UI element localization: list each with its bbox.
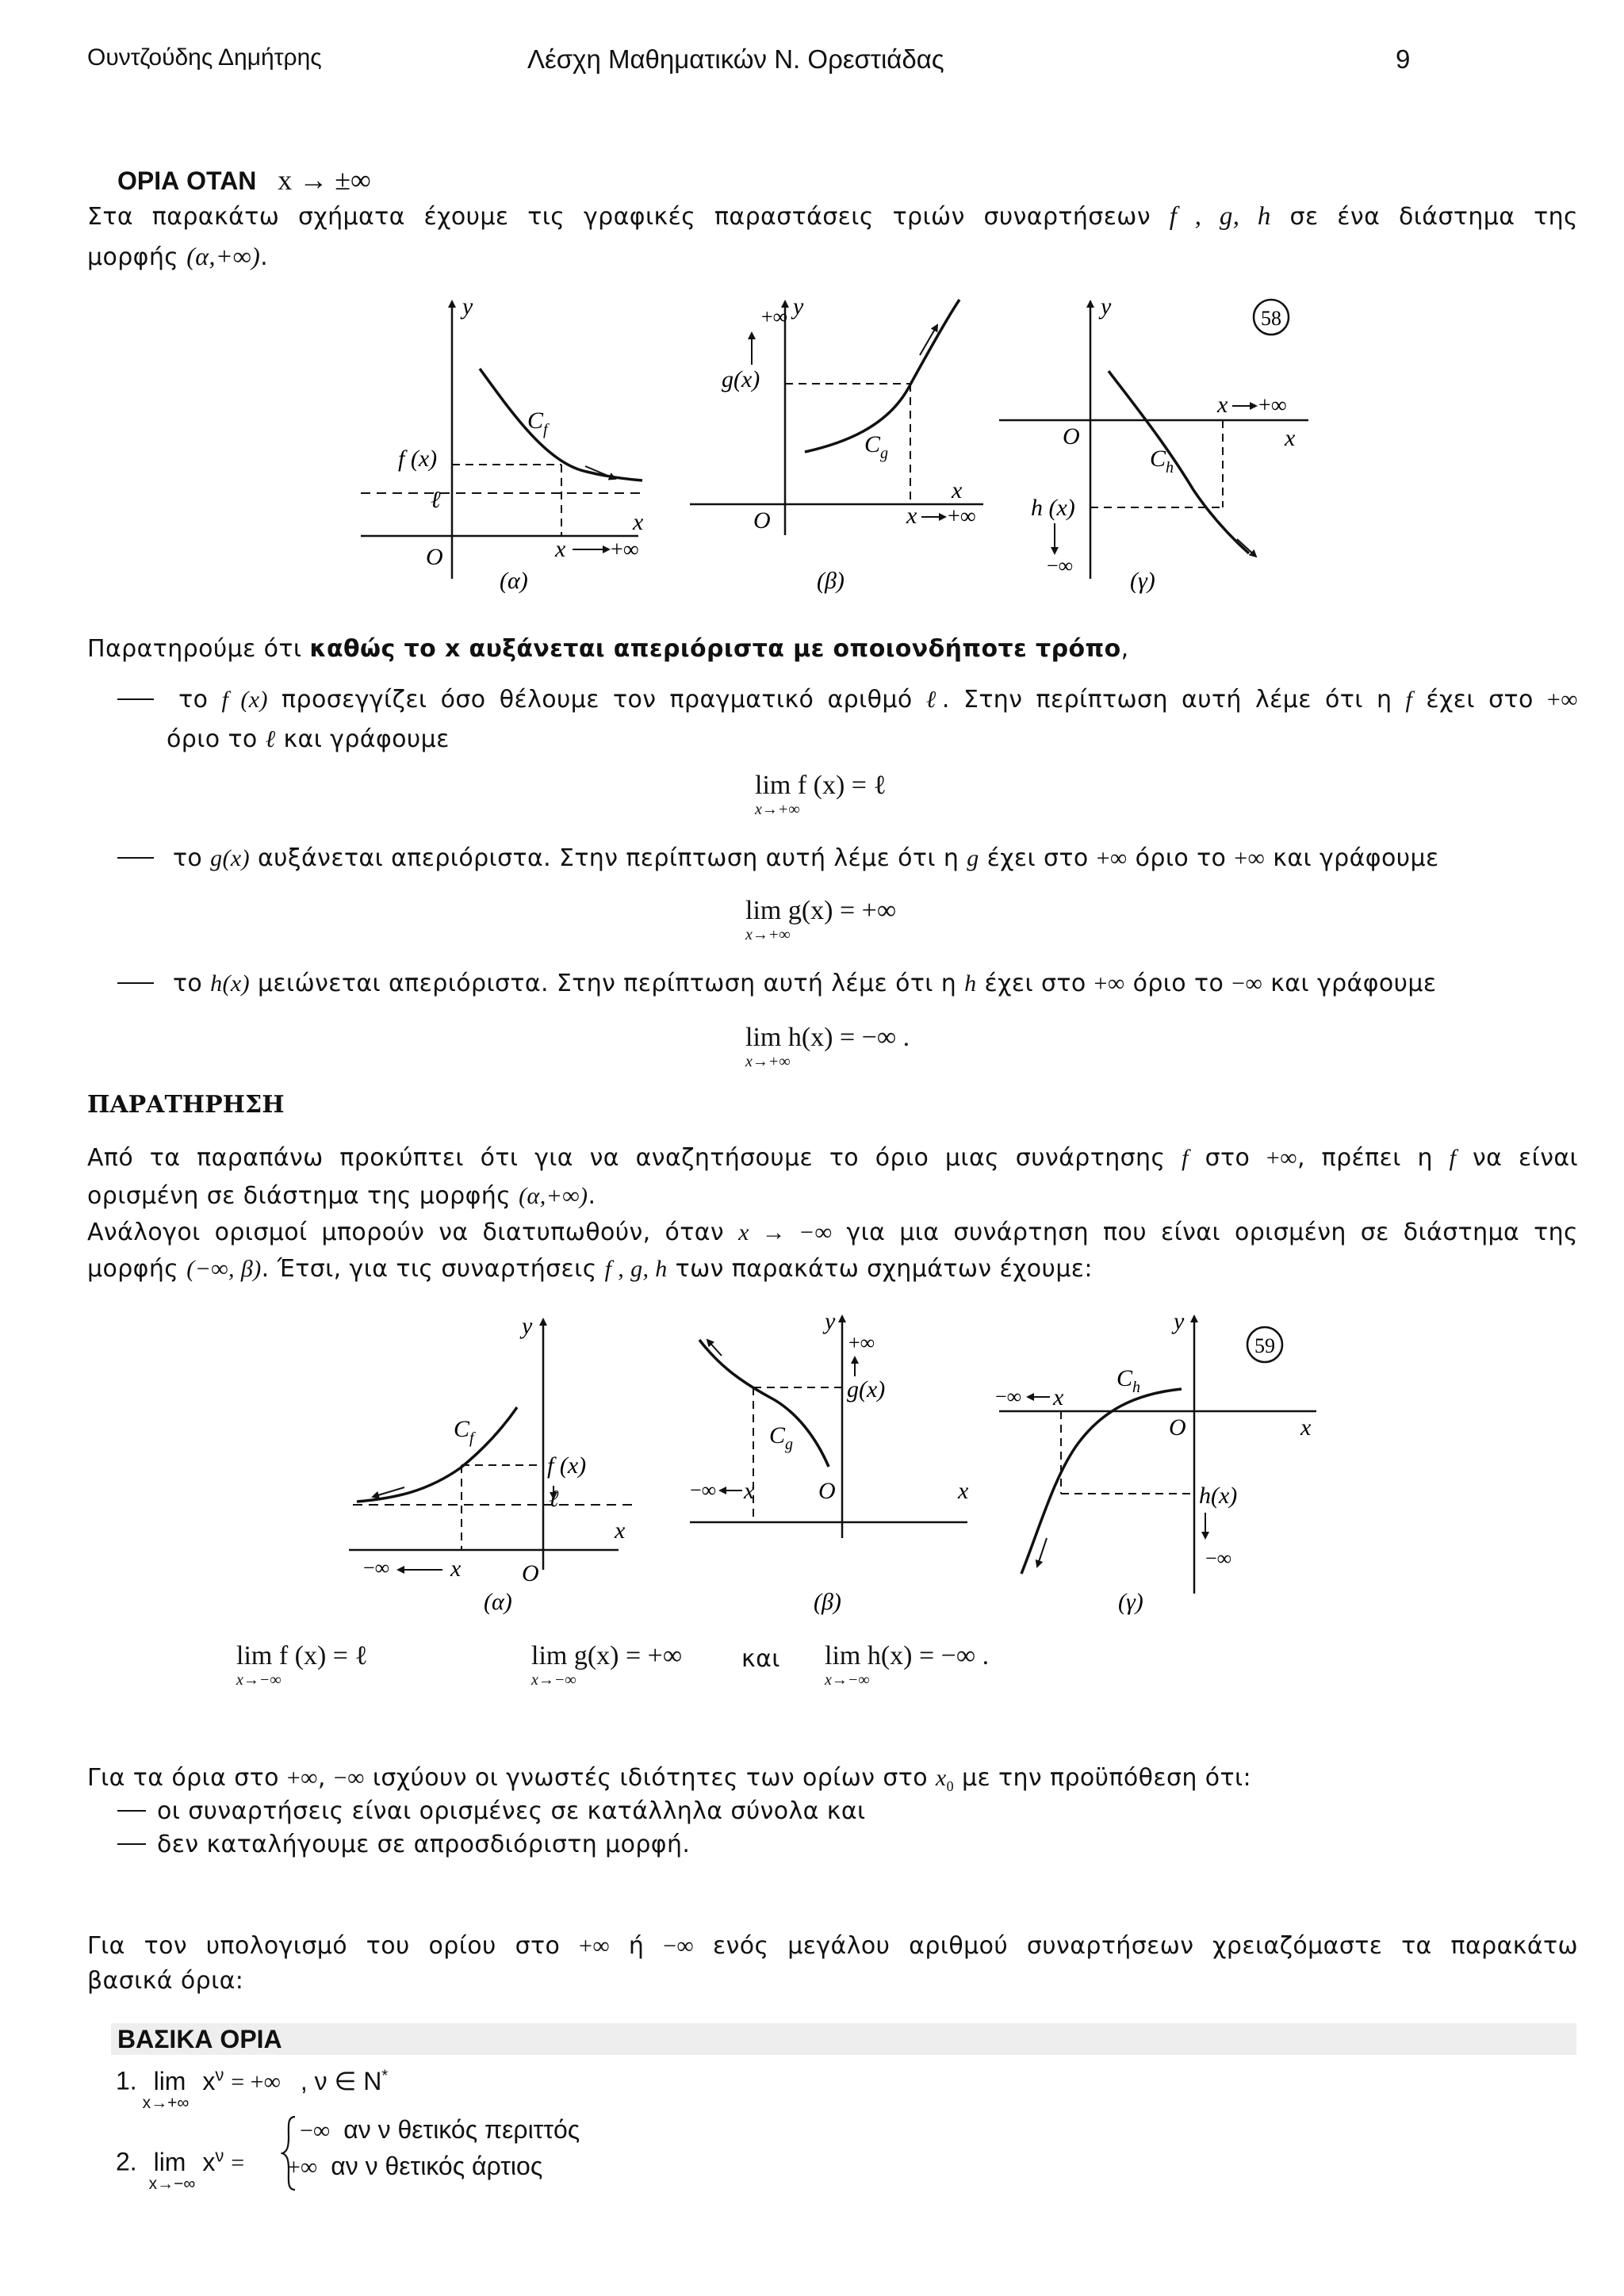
observation-item-1-line-2 [167,721,450,758]
item1-text-d: έχει στο [1426,686,1534,714]
cf-label: $C_f$ [527,408,548,438]
figures-bottom [349,1300,1332,1617]
basic-limit-2-expr: $x^\nu$ [202,2145,224,2176]
basic-limit-1-eq: = +∞ [231,2068,281,2095]
cf-label: $C_f$ [454,1416,474,1447]
limit-formula-1 [755,771,887,818]
figure-bottom-c [995,1308,1316,1615]
x-to-label: x [906,503,917,529]
y-label: y [1101,293,1112,320]
gx-label: g(x) [722,366,760,392]
fx-label: f (x) [398,446,438,472]
case-1-value: −∞ [300,2118,331,2144]
compute-line-1 [87,1928,1578,1965]
minus-inf-label-2: −∞ [1205,1547,1232,1570]
basic-limits-header-bar [111,2023,1576,2055]
x-to-label: x [744,1478,755,1504]
limit-minus-3-text: lim h(x) = −∞ . [825,1641,990,1670]
item2-inf: +∞ [1096,845,1128,871]
compute-text-a: Για τον υπολογισμό του ορίου στο [87,1932,561,1960]
section-title-text: ΟΡΙΑ ΟΤΑΝ [117,166,257,195]
caption-c: (γ) [1118,1589,1143,1615]
remark-p1-text-e: ορισμένη σε διάστημα της μορφής [87,1182,511,1210]
curve-cg [805,300,959,452]
remark-p1-f-2: f [1449,1145,1457,1171]
plus-inf-label: +∞ [611,538,639,562]
figure-bottom-b [690,1308,969,1615]
origin-label: O [1169,1414,1186,1441]
observation-lead [87,631,1129,668]
item1-text-f: και γράφουμε [283,725,450,753]
curve-ch [1021,1389,1182,1574]
x-axis-label: x [1285,425,1296,451]
y-label: y [462,293,473,320]
intro-text-c: μορφής [87,243,179,271]
case-1-condition: αν ν θετικός περιττός [343,2115,580,2144]
cg-label: $C_g$ [769,1422,794,1453]
origin-label: O [753,507,771,534]
remark-p1-inf: +∞ [1266,1145,1298,1171]
observation-comma: , [1120,635,1129,663]
properties-bullet-1 [117,1793,866,1830]
properties-x0: $x_0$ [935,1765,955,1794]
item3-minus-inf: −∞ [1231,970,1263,997]
compute-inf: +∞ [579,1933,611,1959]
remark-p2-text-c: μορφής [87,1255,179,1283]
item2-g: g [967,845,979,871]
y-label: y [793,293,804,320]
properties-text-a: Για τα όρια στο [87,1764,279,1792]
item2-text-d: όριο το [1135,844,1227,872]
remark-p1-text-d: να είναι [1473,1144,1579,1172]
item1-text-e: όριο το [167,725,258,753]
limit-minus-1-sub: x→−∞ [236,1671,282,1689]
item3-h: h [964,970,977,997]
remark-p2-math: x → −∞ [738,1219,833,1246]
fx-label: f (x) [547,1452,587,1479]
compute-text-c: βασικά όρια: [87,1967,244,1995]
caption-b: (β) [814,1589,841,1615]
item1-inf: +∞ [1546,687,1578,713]
limit-formula-3-sub: x→+∞ [745,1053,791,1070]
basic-limit-2-case-1 [300,2115,580,2145]
y-label: y [1174,1308,1185,1334]
item3-text-b: μειώνεται απεριόριστα. Στην περίπτωση αυτή λέμε ότι η [257,970,957,997]
compute-minus-inf: −∞ [663,1933,695,1959]
remark-p1-text-c: , πρέπει η [1297,1144,1433,1172]
intro-line-2 [87,238,268,276]
limit-formula-3 [745,1023,910,1070]
x-to-label: x [555,536,566,562]
intro-funcs: f , g, h [1169,202,1271,231]
item1-text-c: . Στην περίπτωση αυτή λέμε ότι η [941,686,1392,714]
item2-text-a: το [172,844,203,872]
intro-interval: (α,+∞) [186,242,261,270]
remark-p2-line-2 [87,1251,1093,1288]
properties-inf: +∞ [286,1765,318,1791]
properties-text-c: με την προϋπόθεση ότι: [961,1764,1252,1792]
limit-formula-2 [745,896,897,943]
caption-a: (α) [500,568,528,594]
y-label: y [825,1308,836,1334]
observation-bold: καθώς το x αυξάνεται απεριόριστα με οποιονδήποτε τρόπο [309,635,1121,663]
limit-minus-3-sub: x→−∞ [825,1671,870,1689]
minus-inf-label: −∞ [1047,554,1074,577]
figure-bottom-a [349,1313,636,1615]
basic-limit-1-sub: x→+∞ [142,2093,190,2112]
caption-a: (α) [484,1589,512,1615]
origin-label: O [818,1478,836,1504]
remark-p2-line-1 [87,1215,1578,1251]
curve-cg [699,1340,829,1467]
remark-p2-text-a: Ανάλογοι ορισμοί μπορούν να διατυπωθούν, όταν [87,1219,725,1246]
figures-top [349,285,1332,603]
figure-top-a [361,293,644,594]
properties-comma: , [317,1764,326,1792]
basic-limit-2-sub: x→−∞ [148,2174,196,2193]
x-axis-label: x [633,509,644,535]
x-axis-label: x [615,1517,626,1544]
remark-p2-text-e: των παρακάτω σχημάτων έχουμε: [675,1255,1093,1283]
basic-limit-1-lim: lim x→+∞ [142,2066,190,2112]
limit-minus-2-sub: x→−∞ [531,1671,576,1689]
ch-label: $C_h$ [1116,1365,1141,1396]
item1-ell-2: ℓ [265,726,276,752]
item1-f: f [1405,687,1413,713]
caption-c: (γ) [1130,568,1155,594]
remark-p2-text-b: για μια συνάρτηση που είναι ορισμένη σε διάστημα της [846,1219,1579,1246]
item3-text-e: και γράφουμε [1270,970,1437,997]
plus-inf-top-label: +∞ [848,1331,875,1354]
limit-formula-2-sub: x→+∞ [745,926,791,943]
limit-formula-2-text: lim g(x) = +∞ [745,896,897,925]
gx-label: g(x) [847,1376,886,1402]
limit-minus-2-text: lim g(x) = +∞ [531,1641,683,1670]
section-title-math: x → ±∞ [278,164,371,196]
item3-text-a: το [172,970,203,997]
limit-formula-1-text: lim f (x) = ℓ [755,771,887,800]
remark-p2-interval: (−∞, β) [186,1256,262,1282]
item2-text-c: έχει στο [986,844,1089,872]
ell-label: ℓ [431,487,441,513]
limit-and-word: και [741,1645,780,1673]
basic-limit-2 [116,2145,245,2193]
minus-inf-label: −∞ [690,1479,717,1502]
observation-item-3 [117,966,1437,1002]
properties-bullet-1-text: οι συναρτήσεις είναι ορισμένες σε κατάλληλα σύνολα και [157,1797,866,1825]
remark-p1-line-2 [87,1178,596,1215]
limit-minus-3 [825,1641,990,1689]
item2-text-b: αυξάνεται απεριόριστα. Στην περίπτωση αυτή λέμε ότι η [257,844,959,872]
item3-text-d: όριο το [1132,970,1224,997]
hx-label: h(x) [1199,1483,1238,1509]
section-title [117,163,371,197]
properties-bullet-2-text: δεν καταλήγουμε σε απροσδιόριστη μορφή. [157,1831,691,1858]
figure-top-b [690,293,983,594]
origin-label: O [522,1560,539,1586]
remark-p2-funcs: f , g, h [604,1256,668,1282]
dash-bullet [117,1810,146,1812]
curve-direction-arrow [1237,539,1256,557]
x-to-label: x [1053,1384,1064,1410]
limit-formula-3-text: lim h(x) = −∞ . [745,1023,910,1052]
item3-hx: h(x) [210,970,250,997]
case-2-value: +∞ [287,2154,318,2180]
header-club: Λέσχη Μαθηματικών Ν. Ορεστιάδας [527,44,944,74]
ell-label: ℓ [549,1486,559,1512]
properties-minus-inf: −∞ [333,1765,365,1791]
compute-or: ή [628,1932,645,1960]
properties-bullet-2 [117,1827,690,1863]
item3-inf: +∞ [1094,970,1125,997]
item2-text-e: και γράφουμε [1273,844,1439,872]
limit-minus-1-text: lim f (x) = ℓ [236,1641,368,1670]
dash-bullet [117,982,154,984]
compute-line-2 [87,1963,243,1999]
figure-badge-number: 58 [1261,307,1281,330]
observation-item-1-line-1 [117,682,1578,718]
figures-top-svg [349,285,1332,603]
cg-label: $C_g$ [864,431,889,462]
x-axis-label: x [1300,1414,1312,1441]
curve-direction-arrow [1037,1538,1047,1567]
basic-limit-2-case-2 [287,2152,542,2181]
basic-limit-1 [116,2064,389,2112]
limit-minus-2 [531,1641,683,1689]
item1-text-b: προσεγγίζει όσο θέλουμε τον πραγματικό αριθμό [282,686,913,714]
item1-text-a: το [178,686,209,714]
intro-text-a: Στα παρακάτω σχήματα έχουμε τις γραφικές παραστάσεις τριών συναρτήσεων [87,203,1151,231]
basic-limit-1-cond: , ν ∈ N* [300,2066,389,2095]
item1-fx: f (x) [221,687,268,713]
basic-limit-1-expr: $x^\nu$ [202,2064,224,2095]
origin-label: O [426,544,443,570]
curve-cf [480,369,642,480]
x-axis-label: x [958,1478,969,1504]
x-to-label: x [1217,392,1228,418]
plus-inf-label: +∞ [1258,393,1287,418]
basic-limit-2-number: 2. [116,2147,137,2176]
remark-p1-text-a: Από τα παραπάνω προκύπτει ότι για να αναζητήσουμε το όριο μιας συνάρτησης [87,1144,1166,1172]
figure-badge-number: 59 [1254,1334,1275,1357]
observation-lead-text: Παρατηρούμε ότι [87,635,302,663]
intro-end: . [260,243,269,271]
basic-limit-2-eq: = [231,2149,245,2176]
basic-limit-2-lim: lim x→−∞ [148,2147,196,2193]
dash-bullet [117,698,154,700]
limit-minus-1 [236,1641,368,1689]
figures-bottom-svg [349,1300,1332,1617]
page-number: 9 [1396,44,1411,74]
intro-text-b: σε ένα διάστημα της [1289,203,1579,231]
remark-p1-text-b: στο [1205,1144,1251,1172]
curve-cf [357,1407,517,1502]
remark-p1-end: . [588,1182,596,1210]
remark-p1-line-1 [87,1140,1578,1177]
plus-inf-label: +∞ [948,504,976,529]
item1-ell: ℓ [925,687,942,713]
hx-label: h (x) [1031,495,1075,521]
curve-ch [1109,371,1249,553]
ch-label: $C_h$ [1150,446,1174,476]
y-label: y [522,1313,533,1339]
remark-p1-interval: (α,+∞) [519,1183,588,1209]
remark-title: ΠΑΡΑΤΗΡΗΣΗ [87,1091,285,1119]
dash-bullet [117,1843,146,1845]
dash-bullet [117,857,154,859]
remark-p1-f: f [1182,1145,1189,1171]
origin-label: O [1063,423,1080,450]
compute-text-b: ενός μεγάλου αριθμού συναρτήσεων χρειαζόμαστε τα παρακάτω [712,1932,1579,1960]
intro-line-1 [87,198,1578,235]
header-author: Ουντζούδης Δημήτρης [87,44,322,71]
properties-text-b: ισχύουν οι γνωστές ιδιότητες των ορίων στο [372,1764,928,1792]
item3-text-c: έχει στο [984,970,1086,997]
x-to-label: x [450,1556,462,1582]
basic-limits-title: ΒΑΣΙΚΑ ΟΡΙΑ [117,2025,282,2053]
minus-inf-label: −∞ [995,1385,1022,1408]
plus-inf-top-label: +∞ [761,305,788,328]
figure-top-c [999,293,1308,594]
limit-formula-1-sub: x→+∞ [755,801,800,818]
item2-inf-2: +∞ [1234,845,1266,871]
case-2-condition: αν ν θετικός άρτιος [331,2152,543,2180]
observation-item-2 [117,840,1439,877]
x-axis-label: x [952,477,963,503]
minus-inf-label: −∞ [363,1556,390,1579]
basic-limit-1-number: 1. [116,2066,137,2095]
caption-b: (β) [817,568,845,594]
remark-p2-text-d: . Έτσι, για τις συναρτήσεις [261,1255,597,1283]
item2-gx: g(x) [210,845,250,871]
